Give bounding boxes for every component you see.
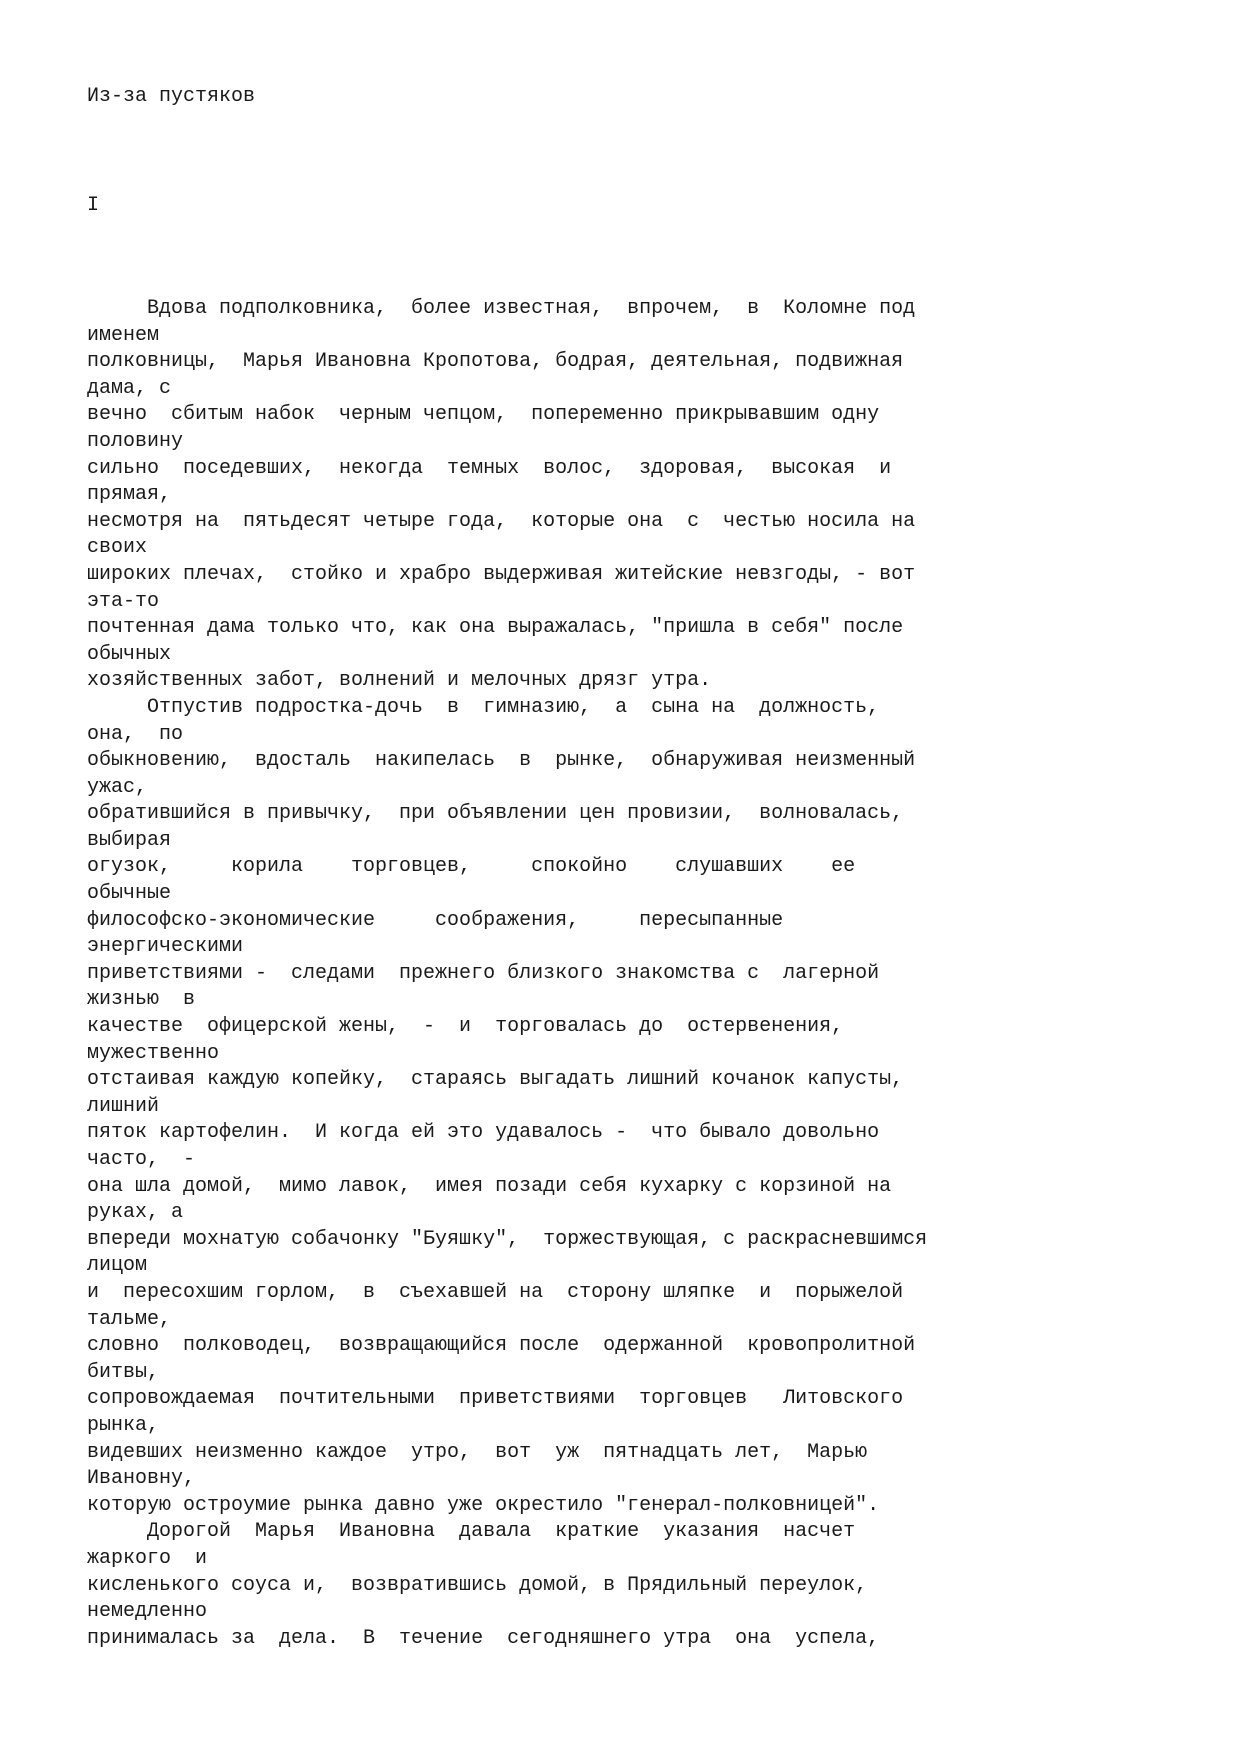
text-line: приветствиями - следами прежнего близкого знакомства с лагерной [87,961,880,985]
body-text [87,296,1187,1652]
text-line: отстаивая каждую копейку, стараясь выгадать лишний кочанок капусты, [87,1068,904,1092]
text-line: тальме, [87,1307,172,1331]
text-line: дама, с [87,376,172,400]
text-line: впереди мохнатую собачонку "Буяшку", торжествующая, с раскрасневшимся [87,1227,928,1251]
text-line: Вдова подполковника, более известная, впрочем, в Коломне под [87,297,916,320]
text-line: энергическими [87,935,244,959]
document-title: Из-за пустяков [87,85,256,108]
chapter-number: I [87,194,100,217]
text-line: битвы, [87,1360,160,1384]
text-line: жаркого и [87,1546,208,1570]
text-line: обычные [87,882,172,906]
text-line: полковницы, Марья Ивановна Кропотова, бодрая, деятельная, подвижная [87,350,904,374]
text-line: рынка, [87,1413,160,1437]
text-line: качестве офицерской жены, - и торговалась до остервенения, [87,1015,844,1039]
text-line: сопровождаемая почтительными приветствиями торговцев Литовского [87,1387,904,1411]
text-line: Дорогой Марья Ивановна давала краткие указания насчет [87,1520,856,1544]
text-line: несмотря на пятьдесят четыре года, которые она с честью носила на [87,509,916,533]
text-line: и пересохшим горлом, в съехавшей на сторону шляпке и порыжелой [87,1280,904,1304]
text-line: эта-то [87,589,160,613]
text-line: Отпустив подростка-дочь в гимназию, а сына на должность, [87,695,880,719]
text-line: вечно сбитым набок черным чепцом, попеременно прикрывавшим одну [87,403,880,427]
text-line: философско-экономические соображения, пересыпанные [87,908,784,932]
text-line: которую остроумие рынка давно уже окрестило "генерал-полковницей". [87,1493,880,1517]
text-line: хозяйственных забот, волнений и мелочных дрязг утра. [87,669,712,693]
text-line: лицом [87,1254,148,1278]
text-line: обычных [87,642,172,666]
text-line: она, по [87,722,184,746]
text-line: обратившийся в привычку, при объявлении цен провизии, волновалась, [87,802,904,826]
text-line: прямая, [87,483,172,507]
text-line: почтенная дама только что, как она выражалась, "пришла в себя" после [87,616,904,640]
text-line: Ивановну, [87,1467,196,1491]
text-line: ужас, [87,775,148,799]
text-line: пяток картофелин. И когда ей это удавалось - что бывало довольно [87,1121,880,1145]
text-line: огузок, корила торговцев, спокойно слушавших ее [87,855,856,879]
text-line: мужественно [87,1041,220,1065]
text-line: сильно поседевших, некогда темных волос, здоровая, высокая и [87,456,892,480]
text-line: руках, а [87,1201,184,1225]
text-line: кисленького соуса и, возвратившись домой, в Прядильный переулок, [87,1573,868,1597]
text-line: часто, - [87,1148,196,1171]
text-line: широких плечах, стойко и храбро выдерживая житейские невзгоды, - вот [87,562,916,586]
text-line: видевших неизменно каждое утро, вот уж пятнадцать лет, Марью [87,1440,868,1464]
text-line: половину [87,429,184,453]
text-line: своих [87,536,148,560]
text-line: выбирая [87,828,172,852]
text-line: лишний [87,1094,160,1118]
text-line: обыкновению, вдосталь накипелась в рынке, обнаруживая неизменный [87,749,916,773]
text-line: жизнью в [87,988,196,1012]
text-line: именем [87,323,160,347]
text-line: словно полководец, возвращающийся после одержанной кровопролитной [87,1334,916,1358]
text-line: немедленно [87,1600,208,1624]
text-line: она шла домой, мимо лавок, имея позади себя кухарку с корзиной на [87,1174,892,1198]
text-line: принималась за дела. В течение сегодняшнего утра она успела, [87,1626,880,1650]
